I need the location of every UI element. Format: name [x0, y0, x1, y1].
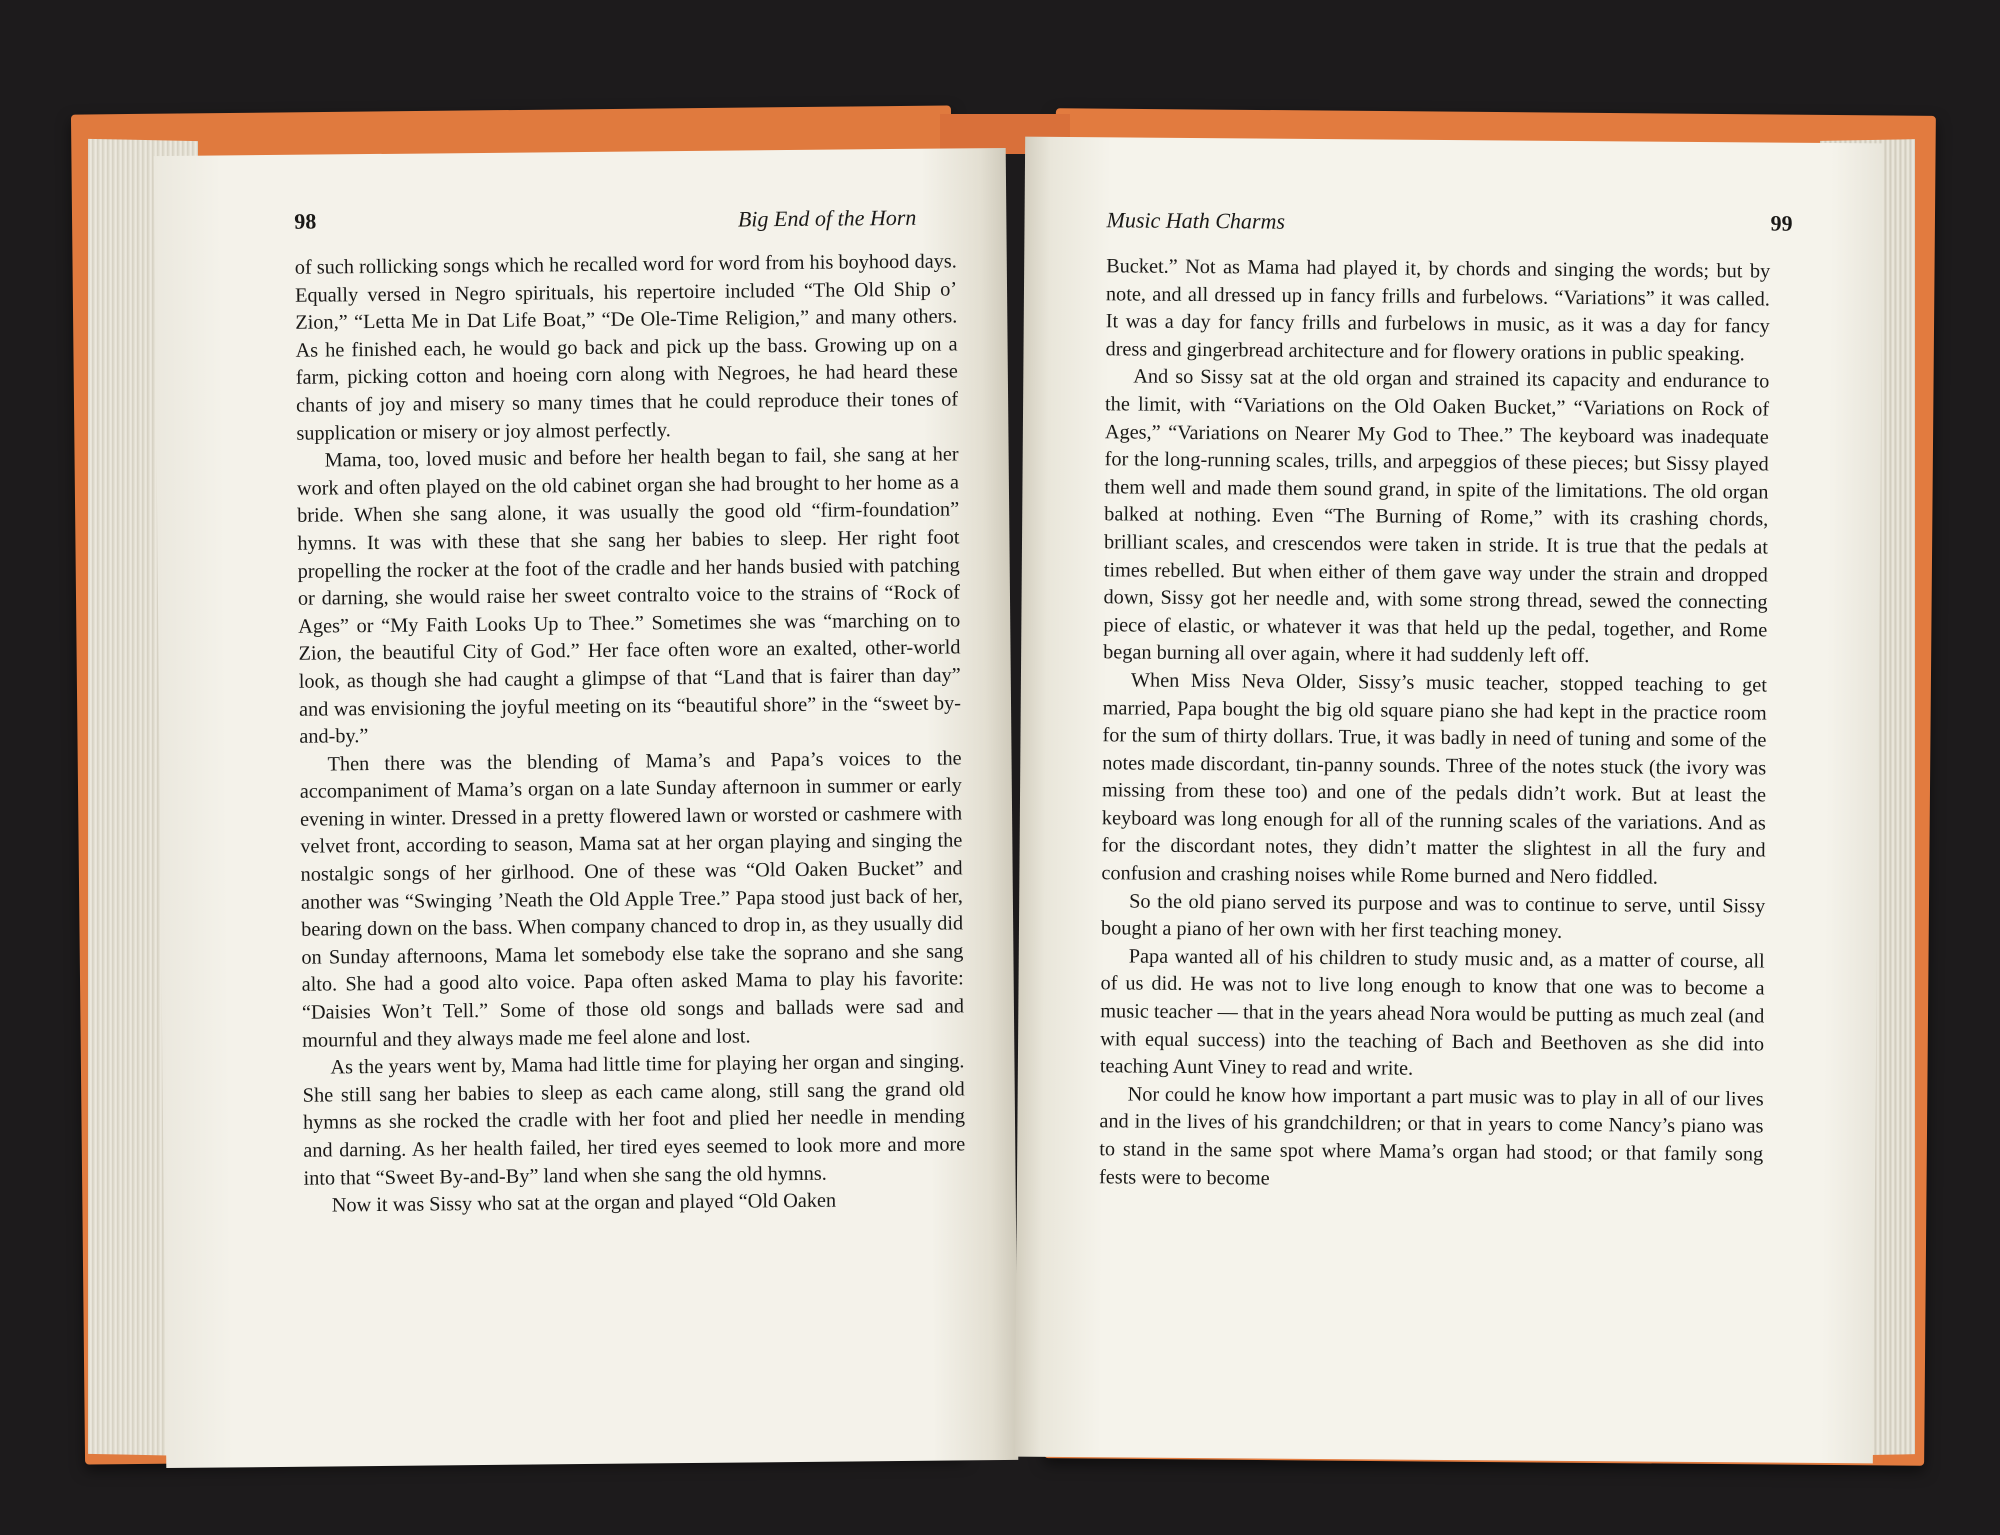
paragraph: Then there was the blending of Mama’s and Papa’s voices to the accompaniment of Mama’s organ on a late Sunday afternoon in summer or early evening in winter. Dressed in a pretty flowered lawn or worsted or cashmere with velvet front, according to season, Mama sat at her organ playing and singing the nostalgic songs of her girlhood. One of these was “Old Oaken Bucket” and another was “Swinging ’Neath the Old Apple Tree.” Papa stood just back of her, bearing down on the bass. When company chanced to drop in, as they usually did on Sunday afternoons, Mama let somebody else take the soprano and she sang alto. She had a good alto voice. Papa often asked Mama to play his favorite: “Daisies Won’t Tell.” Some of those old songs and ballads were sad and mournful and they always made me feel alone and lost.	[299, 747, 965, 1052]
left-page	[154, 148, 1019, 1468]
paragraph: And so Sissy sat at the old organ and strained its capacity and endurance to the limit, with “Variations on the Old Oaken Bucket,” “Variations on Rock of Ages,” “Variations on Nearer My God to Thee.” The keyboard was inadequate for the long-running scales, trills, and arpeggios of these pieces; but Sissy played them well and made them sound grand, in spite of the limitations. The old organ balked at nothing. Even “The Burning of Rome,” with its crashing chords, brilliant scales, and crescendos were taken in stride. It is true that the pedals at times rebelled. But when either of them gave way under the strain and dropped down, Sissy got her needle and, with some strong thread, sewed the connecting piece of elastic, or whatever it was that held up the pedal, together, and Rome began burning all over again, where it had suddenly left off.	[1103, 365, 1770, 668]
paragraph: Papa wanted all of his children to study music and, as a matter of course, all of us did. He was not to live long enough to know that one was to become a music teacher — that in the years ahead Nora would be putting as much zeal (and with equal success) into the teaching of Bach and Beethoven as she did into teaching Aunt Viney to read and write.	[1099, 945, 1765, 1080]
page-number: 99	[1770, 210, 1793, 236]
page-body	[295, 248, 966, 1220]
page-body	[1099, 253, 1770, 1196]
paragraph: When Miss Neva Older, Sissy’s music teacher, stopped teaching to get married, Papa bought the big old square piano she had kept in the practice room for the sum of thirty dollars. True, it was badly in need of tuning and some of the notes made discordant, tin-panny sounds. Three of the notes stuck (the ivory was missing from these too) and one of the pedals didn’t work. But at least the keyboard was long enough for all of the running scales of the variations. And as for the discordant notes, they didn’t matter the slightest in all the fury and confusion and crashing noises while Rome burned and Nero fiddled.	[1101, 669, 1767, 889]
paragraph: of such rollicking songs which he recalled word for word from his boyhood days. Equally versed in Negro spirituals, his repertoire included “The Old Ship o’ Zion,” “Letta Me in Dat Life Boat,” “De Ole-Time Religion,” and many others. As he finished each, he would go back and pick up the bass. Growing up on a farm, picking cotton and hoeing corn along with Negroes, he had heard these chants of joy and misery so many times that he could reproduce their tones of supplication or misery or joy almost perfectly.	[294, 250, 959, 445]
running-title: Music Hath Charms	[1106, 207, 1286, 234]
right-page	[1015, 137, 1883, 1464]
paragraph: Mama, too, loved music and before her health began to fail, she sang at her work and often played on the old cabinet organ she had brought to her home as a bride. When she sang alone, it was usually the good old “firm-foundation” hymns. It was with these that she sang her babies to sleep. Her right foot propelling the rocker at the foot of the cradle and her hands busied with patching or darning, she would raise her sweet contralto voice to the strains of “Rock of Ages” or “My Faith Looks Up to Thee.” Sometimes she was “marching on to Zion, the beautiful City of God.” Her face often wore an exalted, other-world look, as though she had caught a glimpse of that “Land that is fairer than day” and was envisioning the joyful meeting on its “beautiful shore” in the “sweet by-and-by.”	[296, 443, 962, 748]
page-number: 98	[294, 208, 317, 234]
paragraph: So the old piano served its purpose and was to continue to serve, until Sissy bought a piano of her own with her first teaching money.	[1100, 890, 1766, 944]
paragraph: Now it was Sissy who sat at the organ and played “Old Oaken	[331, 1189, 837, 1217]
paragraph: Bucket.” Not as Mama had played it, by chords and singing the words; but by note, and all dressed up in fancy frills and furbelows. “Variations” it was called. It was a day for fancy frills and furbelows in music, as it was a day for fancy dress and gingerbread architecture and for flowery orations in public speaking.	[1105, 255, 1771, 366]
paragraph: As the years went by, Mama had little time for playing her organ and singing. She still sang her babies to sleep as each came along, still sang the grand old hymns as she rocked the cradle with her foot and plied her needle in mending and darning. As her health failed, her tired eyes seemed to look more and more into that “Sweet By-and-By” land when she sang the old hymns.	[302, 1050, 966, 1190]
running-title: Big End of the Horn	[737, 204, 917, 232]
paragraph: Nor could he know how important a part music was to play in all of our lives and in the lives of his grandchildren; or that in years to come Nancy’s piano was to stand in the same spot where Mama’s organ had stood; or that family song fests were to become	[1098, 1083, 1764, 1190]
